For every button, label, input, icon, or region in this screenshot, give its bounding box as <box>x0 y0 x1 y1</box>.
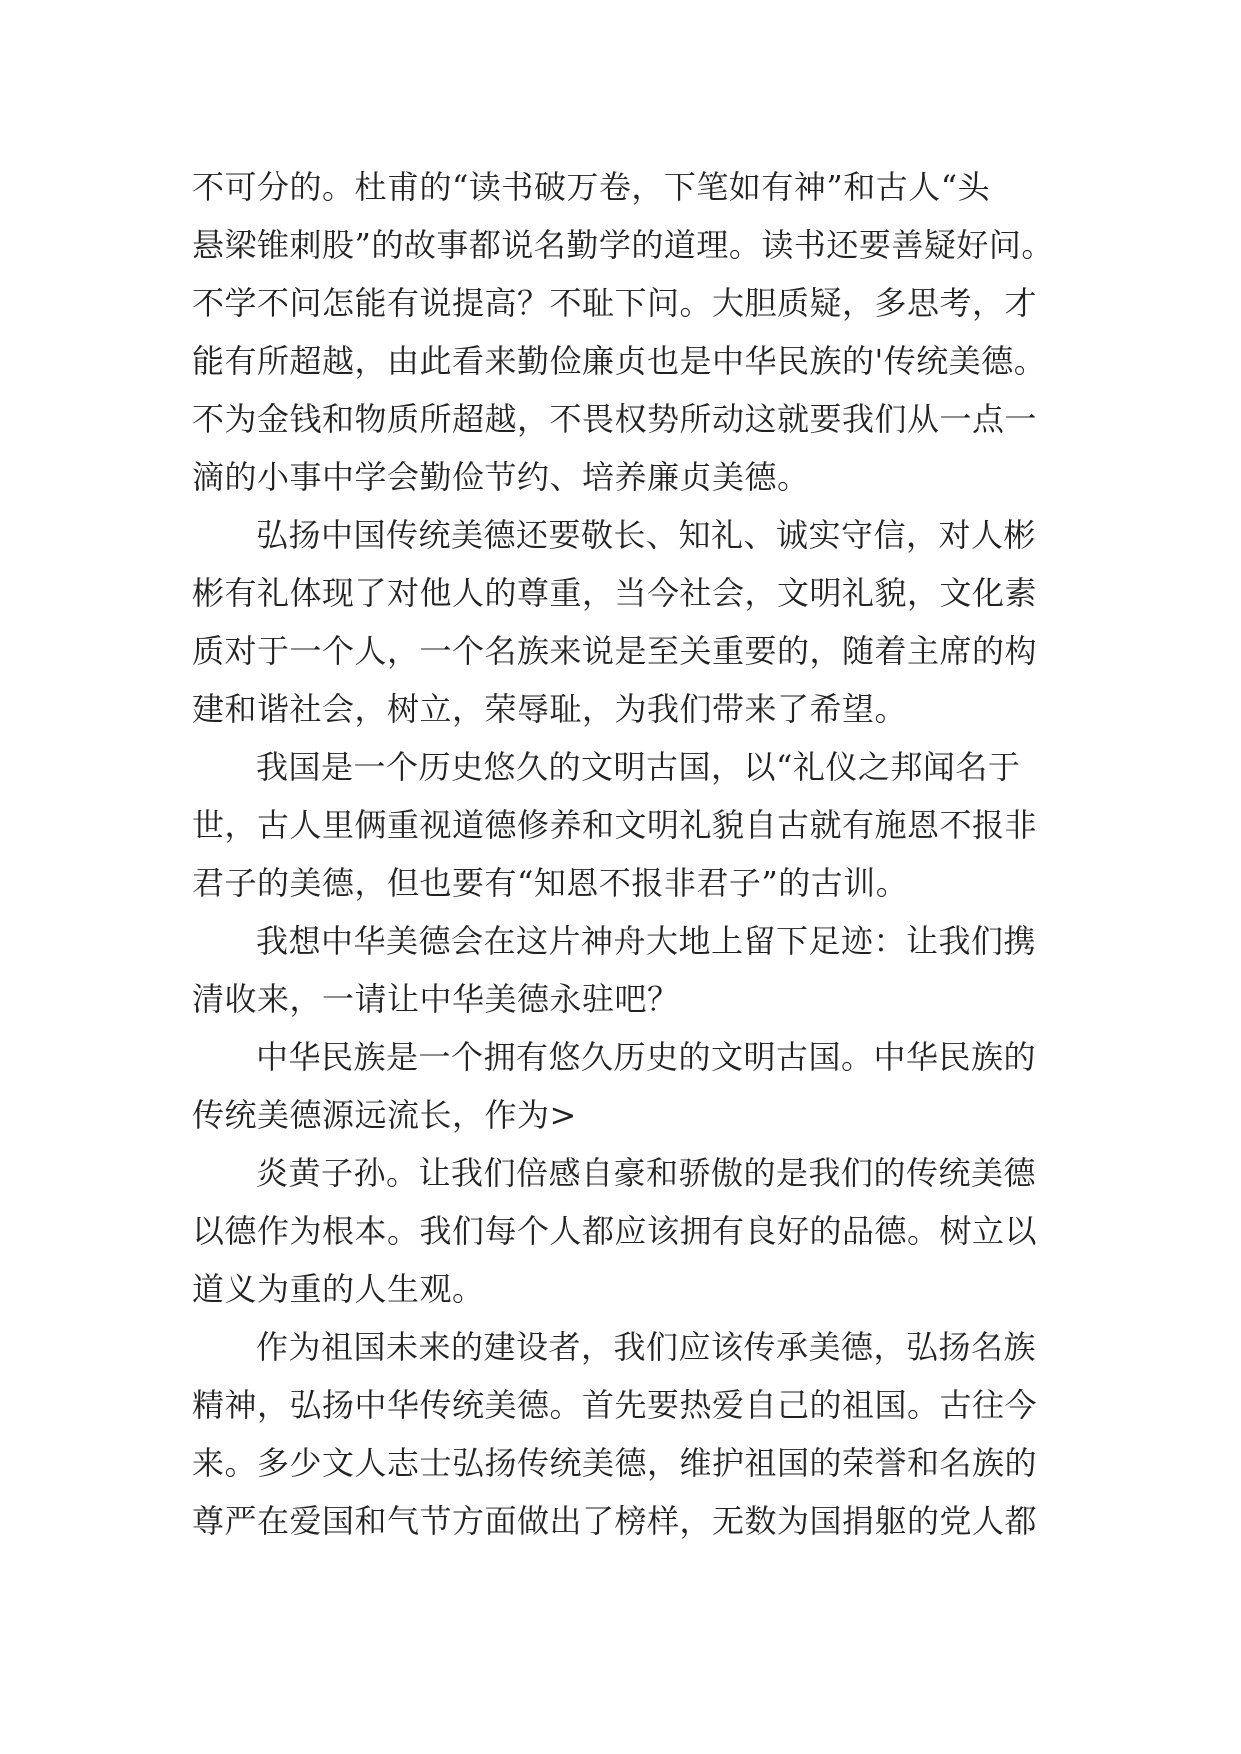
text-line: 清收来，一请让中华美德永驻吧？ <box>192 980 680 1018</box>
text-line: 不为金钱和物质所超越，不畏权势所动这就要我们从一点一 <box>192 400 1038 438</box>
text-line: 传统美德源远流长，作为> <box>192 1096 577 1134</box>
text-line: 来。多少文人志士弘扬传统美德，维护祖国的荣誉和名族的 <box>192 1444 1038 1482</box>
text-line: 不学不问怎能有说提高？不耻下问。大胆质疑，多思考，才 <box>192 284 1038 322</box>
text-line: 建和谐社会，树立，荣辱耻，为我们带来了希望。 <box>192 690 908 728</box>
text-line: 质对于一个人，一个名族来说是至关重要的，随着主席的构 <box>192 632 1038 670</box>
text-line: 能有所超越，由此看来勤俭廉贞也是中华民族的'传统美德。 <box>192 342 1047 380</box>
text-line: 以德作为根本。我们每个人都应该拥有良好的品德。树立以 <box>192 1212 1038 1250</box>
text-line: 君子的美德，但也要有“知恩不报非君子”的古训。 <box>192 864 909 902</box>
paragraph-first-line: 炎黄子孙。让我们倍感自豪和骄傲的是我们的传统美德 <box>256 1154 1037 1192</box>
text-line: 彬有礼体现了对他人的尊重，当今社会，文明礼貌，文化素 <box>192 574 1038 612</box>
text-line: 世，古人里俩重视道德修养和文明礼貌自古就有施恩不报非 <box>192 806 1038 844</box>
paragraph-first-line: 作为祖国未来的建设者，我们应该传承美德，弘扬名族 <box>256 1328 1037 1366</box>
text-line: 不可分的。杜甫的“读书破万卷，下笔如有神”和古人“头 <box>192 168 991 206</box>
text-line: 悬梁锥刺股”的故事都说名勤学的道理。读书还要善疑好问。 <box>192 226 1054 264</box>
text-line: 道义为重的人生观。 <box>192 1270 485 1308</box>
paragraph-first-line: 弘扬中国传统美德还要敬长、知礼、诚实守信，对人彬 <box>256 516 1037 554</box>
paragraph-first-line: 中华民族是一个拥有悠久历史的文明古国。中华民族的 <box>256 1038 1037 1076</box>
paragraph-first-line: 我国是一个历史悠久的文明古国，以“礼仪之邦闻名于 <box>256 748 1021 786</box>
text-line: 精神，弘扬中华传统美德。首先要热爱自己的祖国。古往今 <box>192 1386 1038 1424</box>
text-line: 滴的小事中学会勤俭节约、培养廉贞美德。 <box>192 458 810 496</box>
paragraph-first-line: 我想中华美德会在这片神舟大地上留下足迹：让我们携 <box>256 922 1037 960</box>
document-body <box>192 158 1072 1550</box>
text-line: 尊严在爱国和气节方面做出了榜样，无数为国捐躯的党人都 <box>192 1502 1038 1540</box>
